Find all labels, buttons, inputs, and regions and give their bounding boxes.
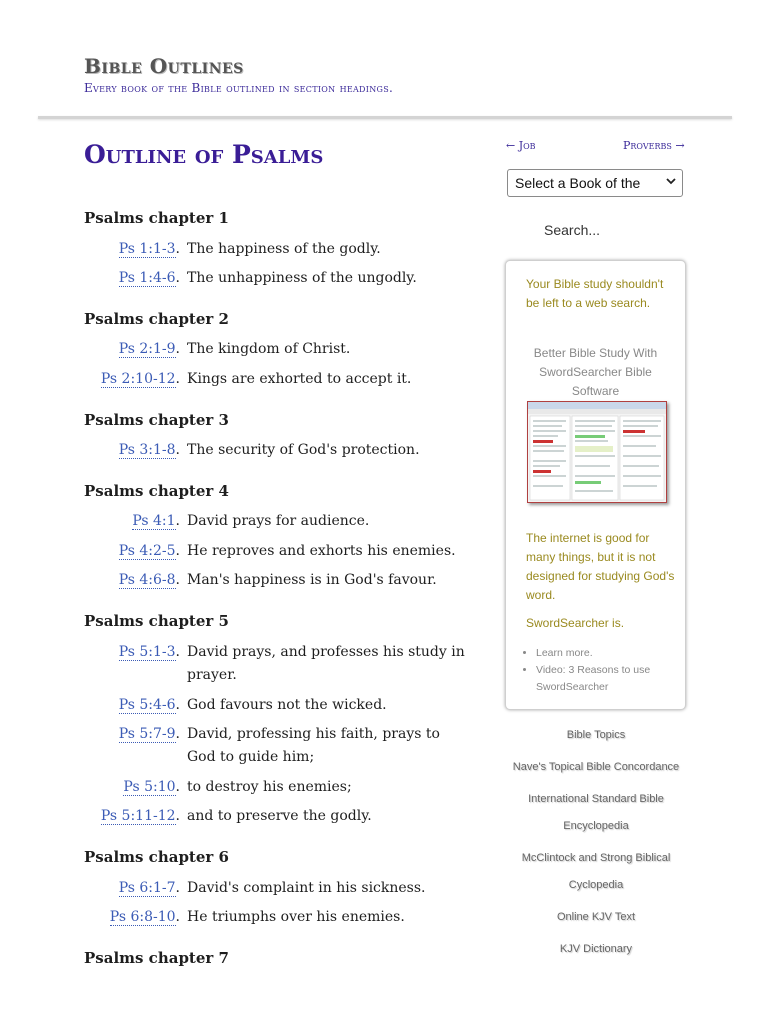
verse-link[interactable]: Ps 1:4-6 bbox=[118, 270, 176, 286]
chapter-heading: Psalms chapter 2 bbox=[84, 310, 229, 328]
promo-headline[interactable]: Better Bible Study With SwordSearcher Bible Software bbox=[533, 346, 658, 398]
verse-link[interactable]: Ps 5:1-3 bbox=[118, 644, 176, 660]
verse-ref[interactable]: Ps 4:1. bbox=[132, 513, 180, 529]
verse-link[interactable]: Ps 4:2-5 bbox=[118, 543, 176, 559]
outline-entry-text: God favours not the wicked. bbox=[187, 697, 387, 713]
sidebar-link-kjv-text[interactable]: Online KJV Text bbox=[556, 911, 636, 923]
outline-entry-text: David's complaint in his sickness. bbox=[187, 880, 426, 896]
verse-link[interactable]: Ps 2:10-12 bbox=[100, 371, 176, 387]
chapter-heading: Psalms chapter 7 bbox=[84, 949, 229, 967]
verse-ref[interactable]: Ps 2:10-12. bbox=[100, 371, 180, 387]
outline-entry-text: David, professing his faith, prays to God to guide him; bbox=[187, 726, 440, 765]
sidebar-link-bible-topics[interactable]: Bible Topics bbox=[566, 729, 626, 741]
promo-link-learn-more[interactable]: • Learn more. bbox=[536, 645, 686, 662]
verse-link[interactable]: Ps 6:1-7 bbox=[118, 880, 176, 896]
sidebar-link-isbe[interactable]: International Standard Bible Encyclopedia bbox=[528, 793, 664, 832]
sidebar-link-mcclintock[interactable]: McClintock and Strong Biblical Cyclopedia bbox=[521, 852, 671, 891]
outline-entry-text: and to preserve the godly. bbox=[187, 808, 372, 824]
software-screenshot-image bbox=[528, 402, 666, 502]
verse-link[interactable]: Ps 1:1-3 bbox=[118, 241, 176, 257]
verse-link[interactable]: Ps 2:1-9 bbox=[118, 341, 176, 357]
outline-entry-text: He reproves and exhorts his enemies. bbox=[187, 543, 456, 559]
verse-ref[interactable]: Ps 1:4-6. bbox=[118, 270, 180, 286]
verse-ref[interactable]: Ps 6:1-7. bbox=[118, 880, 180, 896]
next-book-link[interactable]: Proverbs → bbox=[623, 139, 685, 152]
arrow-right-icon: → bbox=[671, 139, 685, 152]
verse-link[interactable]: Ps 5:4-6 bbox=[118, 697, 176, 713]
verse-ref[interactable]: Ps 5:1-3. bbox=[118, 644, 180, 660]
sidebar-link-kjv-dictionary[interactable]: KJV Dictionary bbox=[559, 943, 633, 955]
verse-ref[interactable]: Ps 4:2-5. bbox=[118, 543, 180, 559]
page-title: Outline of Psalms bbox=[84, 140, 324, 169]
outline-entry-text: The kingdom of Christ. bbox=[187, 341, 351, 357]
site-title[interactable]: Bible Outlines bbox=[84, 54, 244, 78]
verse-link[interactable]: Ps 5:11-12 bbox=[100, 808, 176, 824]
outline-entry-text: He triumphs over his enemies. bbox=[187, 909, 405, 925]
sidebar-link-naves[interactable]: Nave's Topical Bible Concordance bbox=[512, 761, 680, 773]
book-select-value: Select a Book of the bbox=[515, 175, 641, 191]
software-screenshot[interactable] bbox=[527, 401, 667, 503]
outline-entry-text: The security of God's protection. bbox=[187, 442, 420, 458]
verse-ref[interactable]: Ps 2:1-9. bbox=[118, 341, 180, 357]
outline-entry-text: David prays, and professes his study in prayer. bbox=[187, 644, 465, 683]
header-divider bbox=[38, 116, 732, 119]
verse-ref[interactable]: Ps 5:7-9. bbox=[118, 726, 180, 742]
site-tagline: Every book of the Bible outlined in section headings. bbox=[84, 81, 394, 95]
outline-entry-text: The unhappiness of the ungodly. bbox=[187, 270, 417, 286]
verse-ref[interactable]: Ps 1:1-3. bbox=[118, 241, 180, 257]
promo-cta[interactable]: SwordSearcher is. bbox=[526, 616, 625, 630]
chevron-down-icon bbox=[666, 176, 676, 186]
search-input[interactable]: Search... bbox=[544, 222, 601, 238]
outline-entry-text: The happiness of the godly. bbox=[187, 241, 381, 257]
verse-ref[interactable]: Ps 5:10. bbox=[123, 779, 180, 795]
outline-entry-text: Man's happiness is in God's favour. bbox=[187, 572, 437, 588]
chapter-heading: Psalms chapter 5 bbox=[84, 612, 229, 630]
outline-entry-text: Kings are exhorted to accept it. bbox=[187, 371, 412, 387]
verse-ref[interactable]: Ps 6:8-10. bbox=[109, 909, 180, 925]
verse-link[interactable]: Ps 6:8-10 bbox=[109, 909, 176, 925]
promo-links bbox=[524, 645, 686, 696]
verse-link[interactable]: Ps 5:7-9 bbox=[118, 726, 176, 742]
verse-link[interactable]: Ps 4:6-8 bbox=[118, 572, 176, 588]
promo-box bbox=[505, 260, 686, 710]
verse-link[interactable]: Ps 4:1 bbox=[132, 513, 176, 529]
chapter-heading: Psalms chapter 1 bbox=[84, 209, 229, 227]
chapter-heading: Psalms chapter 4 bbox=[84, 482, 229, 500]
verse-ref[interactable]: Ps 4:6-8. bbox=[118, 572, 180, 588]
verse-link[interactable]: Ps 5:10 bbox=[123, 779, 176, 795]
prev-book-link[interactable]: ← Job bbox=[506, 139, 536, 152]
book-select[interactable] bbox=[507, 169, 683, 197]
outline-entry-text: David prays for audience. bbox=[187, 513, 370, 529]
promo-intro[interactable]: Your Bible study shouldn't be left to a web search. bbox=[526, 277, 664, 310]
verse-ref[interactable]: Ps 5:4-6. bbox=[118, 697, 180, 713]
verse-ref[interactable]: Ps 5:11-12. bbox=[100, 808, 180, 824]
chapter-heading: Psalms chapter 6 bbox=[84, 848, 229, 866]
outline-entry-text: to destroy his enemies; bbox=[187, 779, 352, 795]
verse-link[interactable]: Ps 3:1-8 bbox=[118, 442, 176, 458]
promo-body: The internet is good for many things, but it is not designed for studying God's word. bbox=[526, 531, 675, 602]
promo-link-video[interactable]: • Video: 3 Reasons to use SwordSearcher bbox=[536, 662, 686, 696]
chapter-heading: Psalms chapter 3 bbox=[84, 411, 229, 429]
verse-ref[interactable]: Ps 3:1-8. bbox=[118, 442, 180, 458]
arrow-left-icon: ← bbox=[506, 139, 519, 152]
